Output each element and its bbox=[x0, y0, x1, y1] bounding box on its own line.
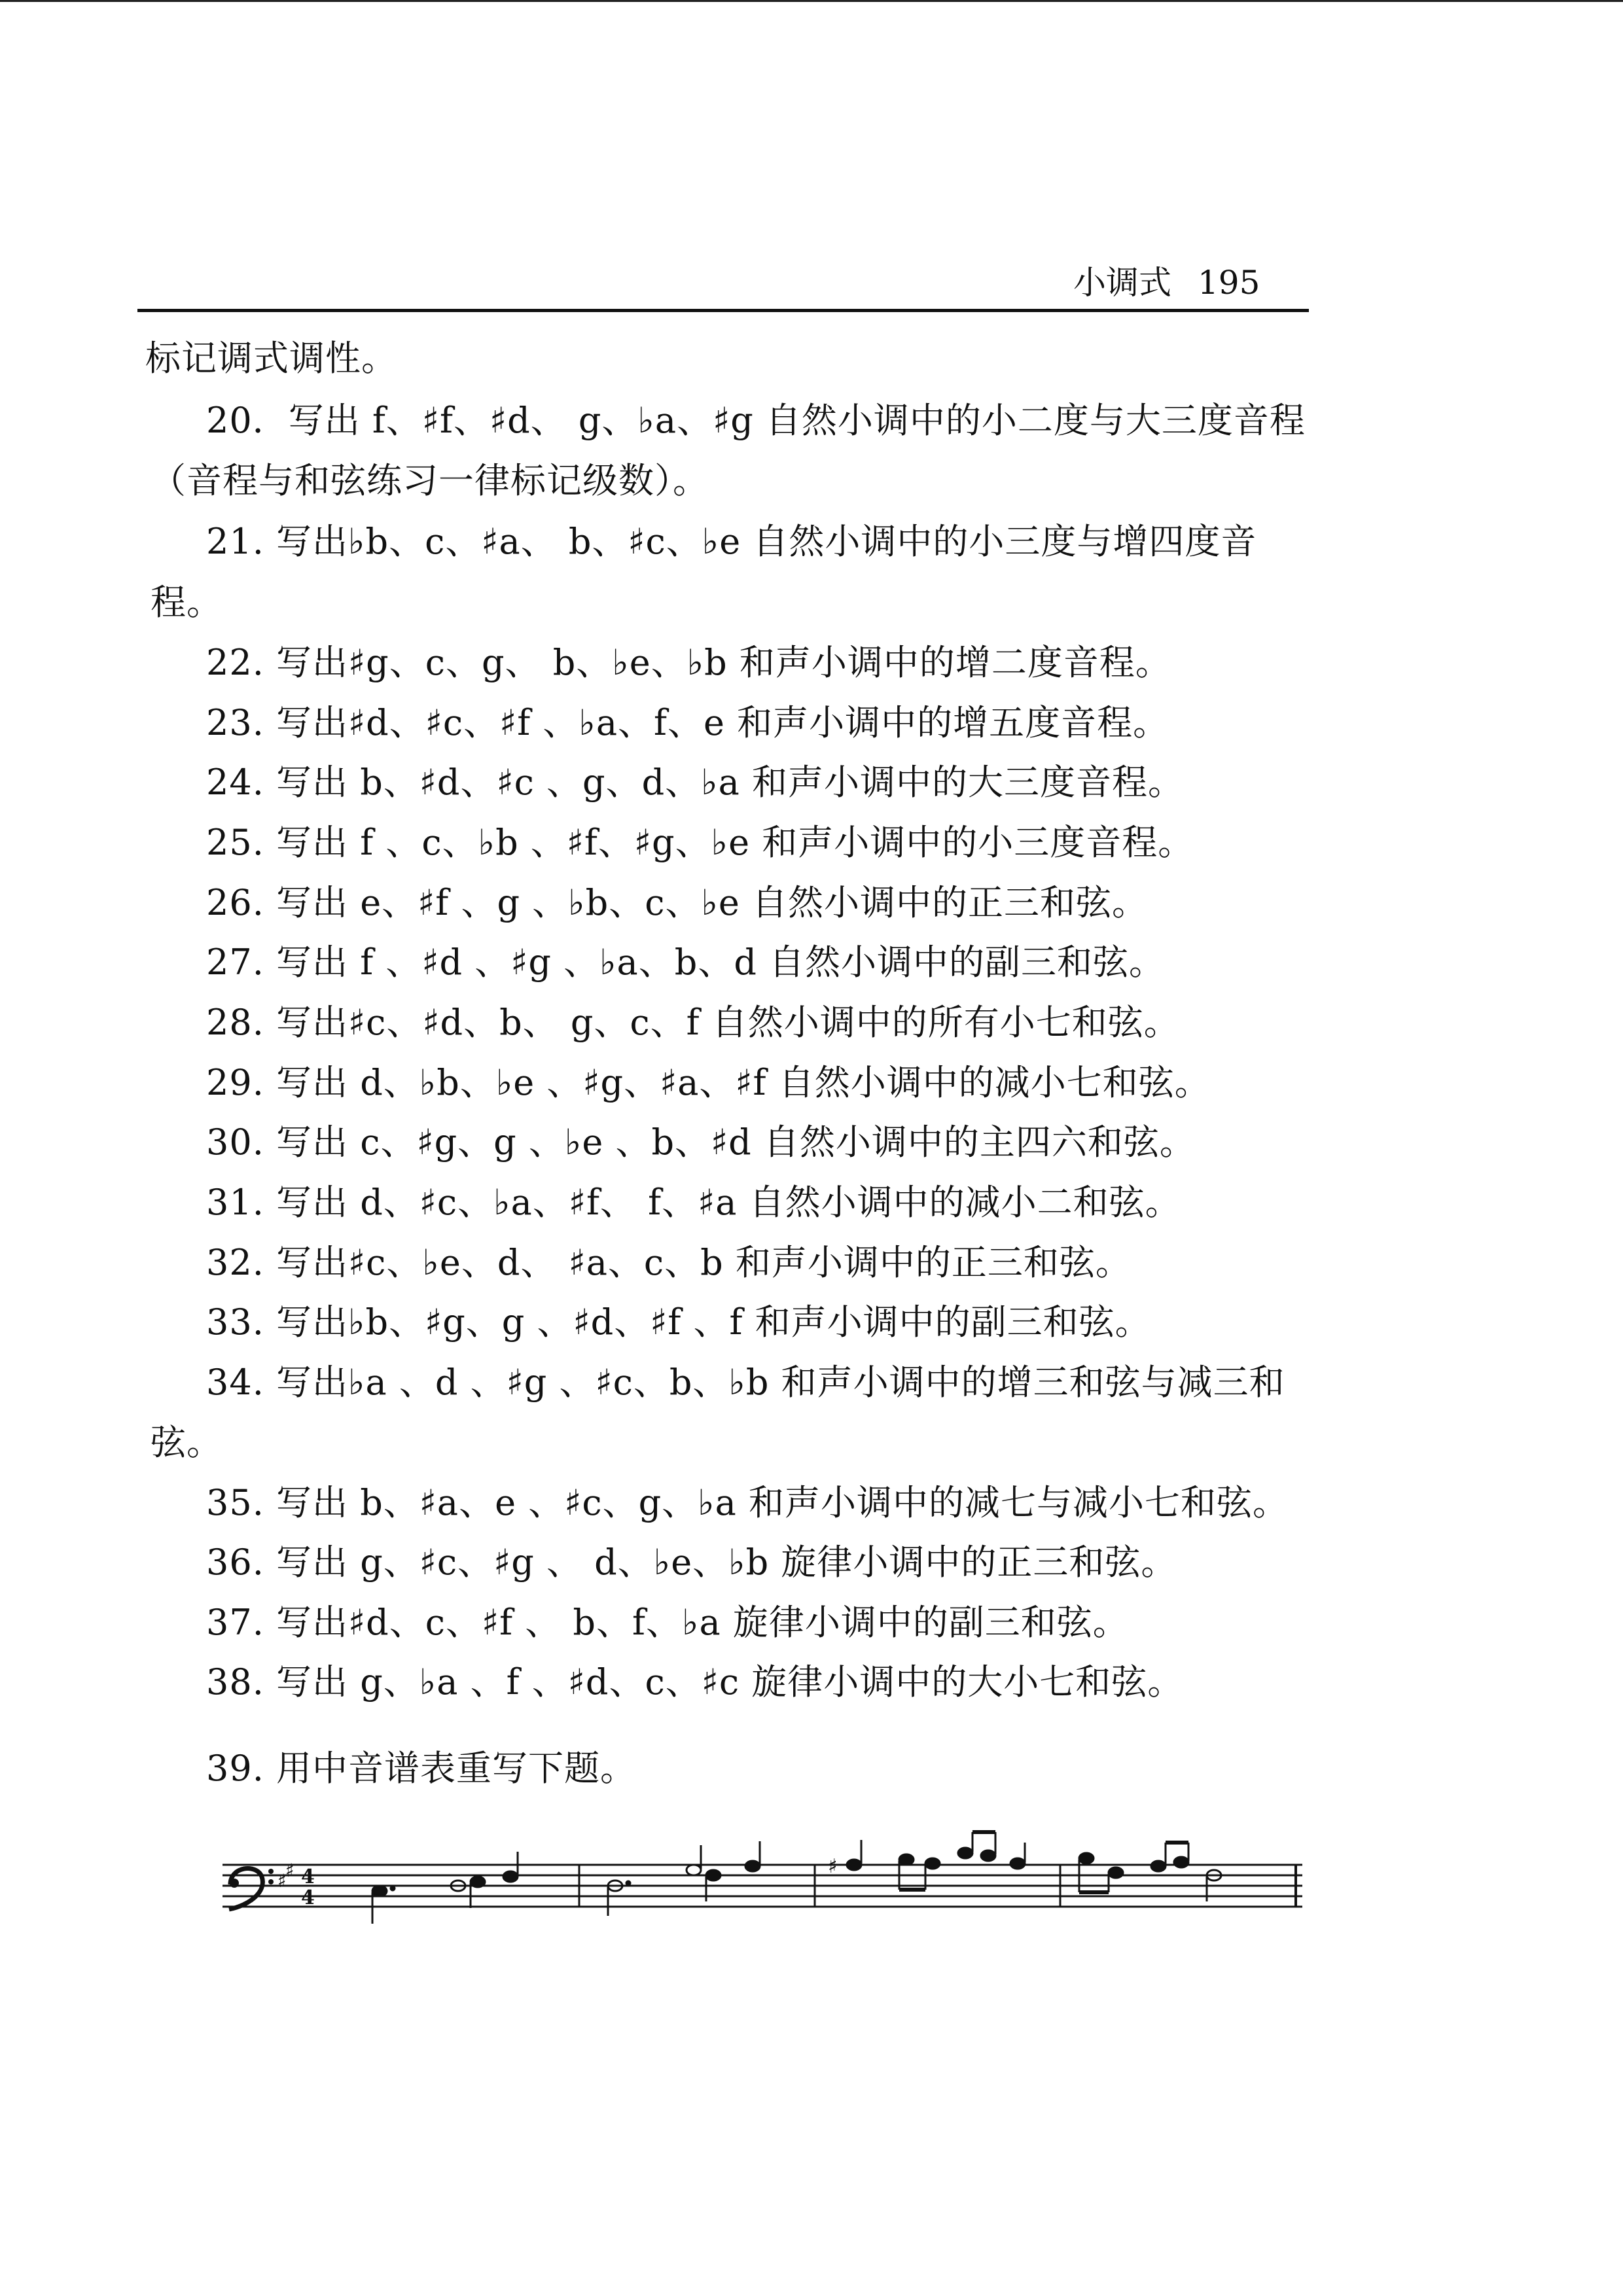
exercise-25: 25. 写出 f 、c、♭b 、♯f、♯g、♭e 和声小调中的小三度音程。 bbox=[206, 822, 1194, 863]
exercise-28: 28. 写出♯c、♯d、b、 g、c、f 自然小调中的所有小七和弦。 bbox=[206, 1002, 1180, 1043]
exercise-34-line1: 34. 写出♭a 、d 、♯g 、♯c、b、♭b 和声小调中的增三和弦与减三和 bbox=[206, 1362, 1285, 1403]
exercise-29: 29. 写出 d、♭b、♭e 、♯g、♯a、♯f 自然小调中的减小七和弦。 bbox=[206, 1062, 1211, 1103]
measure-2-notes bbox=[608, 1841, 760, 1916]
music-staff bbox=[223, 1819, 1309, 1950]
exercise-26: 26. 写出 e、♯f 、g 、♭b、c、♭e 自然小调中的正三和弦。 bbox=[206, 882, 1149, 923]
time-signature bbox=[301, 1865, 315, 1909]
exercise-27: 27. 写出 f 、♯d 、♯g 、♭a、b、d 自然小调中的副三和弦。 bbox=[206, 942, 1166, 983]
exercise-30: 30. 写出 c、♯g、g 、♭e 、b、♯d 自然小调中的主四六和弦。 bbox=[206, 1122, 1196, 1163]
exercise-37: 37. 写出♯d、c、♯f 、 b、f、♭a 旋律小调中的副三和弦。 bbox=[206, 1602, 1129, 1643]
exercise-33: 33. 写出♭b、♯g、g 、♯d、♯f 、f 和声小调中的副三和弦。 bbox=[206, 1301, 1151, 1343]
exercise-32: 32. 写出♯c、♭e、d、 ♯a、c、b 和声小调中的正三和弦。 bbox=[206, 1242, 1132, 1283]
measure-4-notes bbox=[1079, 1843, 1221, 1901]
staff-lines bbox=[223, 1865, 1302, 1907]
svg-text:♯: ♯ bbox=[285, 1860, 294, 1881]
running-head bbox=[1073, 256, 1260, 304]
exercise-31: 31. 写出 d、♯c、♭a、♯f、 f、♯a 自然小调中的减小二和弦。 bbox=[206, 1182, 1181, 1223]
svg-text:4: 4 bbox=[301, 1865, 315, 1888]
exercise-23: 23. 写出♯d、♯c、♯f 、♭a、f、e 和声小调中的增五度音程。 bbox=[206, 702, 1169, 743]
page-number: 195 bbox=[1198, 264, 1260, 302]
scan-top-border bbox=[0, 0, 1623, 2]
exercise-38: 38. 写出 g、♭a 、f 、♯d、c、♯c 旋律小调中的大小七和弦。 bbox=[206, 1661, 1184, 1703]
exercise-21-line1: 21. 写出♭b、c、♯a、 b、♯c、♭e 自然小调中的小三度与增四度音 bbox=[206, 521, 1257, 562]
section-title: 小调式 bbox=[1073, 264, 1171, 302]
exercise-20-line2: （音程与和弦练习一律标记级数）。 bbox=[151, 460, 709, 501]
svg-text:4: 4 bbox=[301, 1886, 315, 1909]
exercise-21-line2: 程。 bbox=[151, 582, 223, 623]
measure-3-notes bbox=[828, 1832, 1025, 1890]
exercise-20-line1: 20．写出 f、♯f、♯d、 g、♭a、♯g 自然小调中的小二度与大三度音程 bbox=[206, 400, 1306, 441]
header-rule bbox=[137, 309, 1309, 312]
exercise-39: 39. 用中音谱表重写下题。 bbox=[206, 1748, 637, 1789]
exercise-22: 22. 写出♯g、c、g、 b、♭e、♭b 和声小调中的增二度音程。 bbox=[206, 642, 1171, 683]
exercise-36: 36. 写出 g、♯c、♯g 、 d、♭e、♭b 旋律小调中的正三和弦。 bbox=[206, 1542, 1177, 1583]
music-example bbox=[223, 1819, 1309, 1952]
exercise-34-line2: 弦。 bbox=[151, 1422, 223, 1463]
svg-text:♯: ♯ bbox=[828, 1855, 838, 1878]
intro-line: 标记调式调性。 bbox=[145, 338, 397, 379]
svg-text:♯: ♯ bbox=[277, 1870, 287, 1892]
exercise-35: 35. 写出 b、♯a、e 、♯c、g、♭a 和声小调中的减七与减小七和弦。 bbox=[206, 1482, 1289, 1523]
exercise-24: 24. 写出 b、♯d、♯c 、g、d、♭a 和声小调中的大三度音程。 bbox=[206, 762, 1184, 803]
measure-1-notes bbox=[372, 1852, 518, 1924]
